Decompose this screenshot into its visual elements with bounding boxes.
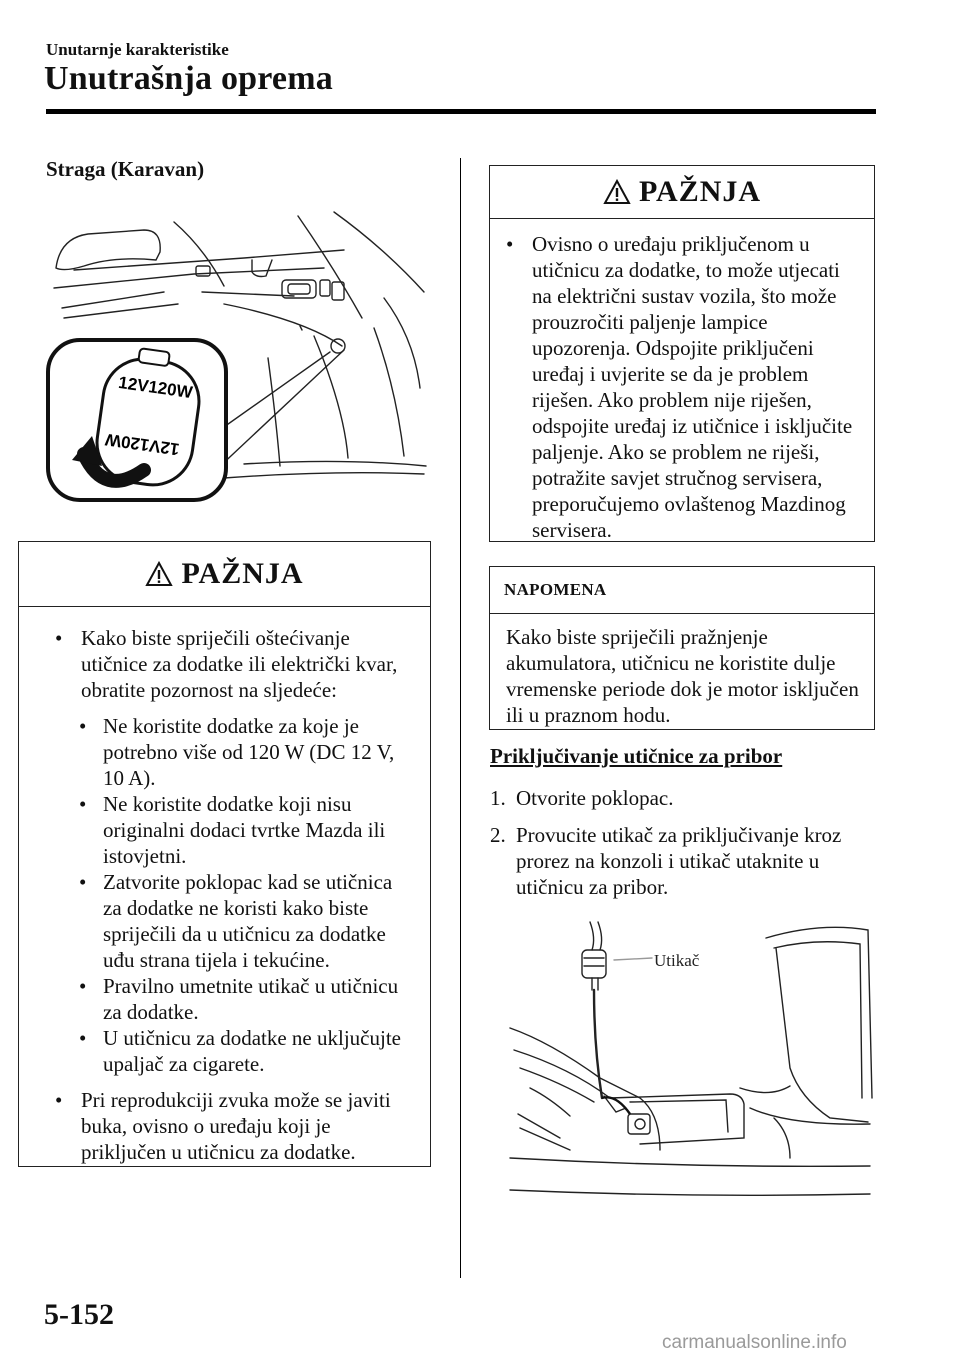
bullet-icon: • <box>506 232 514 256</box>
caution-bullet <box>55 625 414 703</box>
note-box <box>489 566 875 730</box>
caution-body-right <box>490 219 874 543</box>
caution-sub-item-text: Ne koristite dodatke koji nisu originalni dodaci tvrtke Mazda ili istovjetni. <box>103 792 386 868</box>
subheading-rear: Straga (Karavan) <box>46 157 205 181</box>
caution-sub-item-text: Zatvorite poklopac kad se utičnica za dodatke ne koristi kako biste spriječili da u utičnicu za dodatke uđu strana tijela i tekućine. <box>103 870 393 972</box>
note-title: NAPOMENA <box>490 567 874 614</box>
step-text: Provucite utikač za priključivanje kroz prorez na konzoli i utikač utaknite u utičnicu za pribor. <box>516 823 842 899</box>
caution-title-right: PAŽNJA <box>638 175 762 208</box>
warning-triangle-icon <box>145 561 173 587</box>
caution-sub-item <box>63 791 414 869</box>
sub-bullet-icon: • <box>79 974 87 998</box>
socket-label-top: 12V120W <box>117 372 194 403</box>
caution-sub-item <box>63 973 414 1025</box>
caution-bullet-text: Kako biste spriječili oštećivanje utičnice za dodatke ili električki kvar, obratite pozornost na sljedeće: <box>81 626 398 702</box>
page-title: Unutrašnja oprema <box>44 60 333 97</box>
caution-sub-item <box>63 713 414 791</box>
step-number: 2. <box>490 823 506 847</box>
sub-bullet-icon: • <box>79 870 87 894</box>
caution-sub-item-text: U utičnicu za dodatke ne uključujte upaljač za cigarete. <box>103 1026 401 1076</box>
sub-bullet-icon: • <box>79 1026 87 1050</box>
watermark: carmanualsonline.info <box>662 1332 847 1353</box>
section-label: Unutarnje karakteristike <box>46 40 229 59</box>
sub-bullet-icon: • <box>79 792 87 816</box>
note-text: Kako biste spriječili pražnjenje akumulatora, utičnicu ne koristite dulje vremenske periode dok je motor isključen ili u praznom hodu. <box>506 625 859 727</box>
caution-bullet-text: Ovisno o uređaju priključenom u utičnicu za dodatke, to može utjecati na električni sustav vozila, što može prouzročiti paljenje lampice upozorenja. Odspojite priključeni uređaj i uvjerite se da je problem riješen. Ako problem nije riješen, odspojite uređaj iz utičnice i isključite paljenje. Ako se problem ne riješi, potražite savjet stručnog servisera, preporučujemo ovlaštenog Mazdinog servisera. <box>532 232 853 542</box>
step-number: 1. <box>490 786 506 810</box>
step-text: Otvorite poklopac. <box>516 786 674 810</box>
caution-sub-item <box>63 869 414 973</box>
rear-cargo-area-drawing <box>44 208 434 506</box>
caution-box-left <box>18 541 431 1167</box>
caution-body-left <box>19 607 430 1165</box>
sub-bullet-icon: • <box>79 714 87 738</box>
caution-sub-item-text: Ne koristite dodatke za koje je potrebno više od 120 W (DC 12 V, 10 A). <box>103 714 395 790</box>
procedure-step-2 <box>490 822 880 900</box>
caution-box-right <box>489 165 875 542</box>
column-divider <box>460 158 461 1278</box>
bullet-icon: • <box>55 626 63 650</box>
header-rule <box>46 109 876 114</box>
rear-socket-illustration <box>44 208 434 506</box>
caution-sub-item <box>63 1025 414 1077</box>
caution-sub-item-text: Pravilno umetnite utikač u utičnicu za dodatke. <box>103 974 399 1024</box>
caution-bullet <box>55 1087 414 1165</box>
caution-title-left: PAŽNJA <box>181 557 304 590</box>
caution-bullet <box>506 231 864 543</box>
warning-triangle-icon <box>603 179 631 205</box>
console-plug-drawing <box>490 918 876 1218</box>
caution-header-right <box>490 166 874 219</box>
plug-callout-label: Utikač <box>654 951 700 970</box>
procedure-heading: Priključivanje utičnice za pribor <box>490 744 783 768</box>
socket-label-bottom: 12V120W <box>103 429 181 459</box>
plug-illustration <box>490 918 876 1218</box>
caution-header-left <box>19 542 430 607</box>
caution-bullet-text: Pri reprodukciji zvuka može se javiti buka, ovisno o uređaju koji je priključen u utičnicu za dodatke. <box>81 1088 391 1164</box>
bullet-icon: • <box>55 1088 63 1112</box>
procedure-step-1 <box>490 785 880 811</box>
page-number: 5-152 <box>44 1298 114 1331</box>
